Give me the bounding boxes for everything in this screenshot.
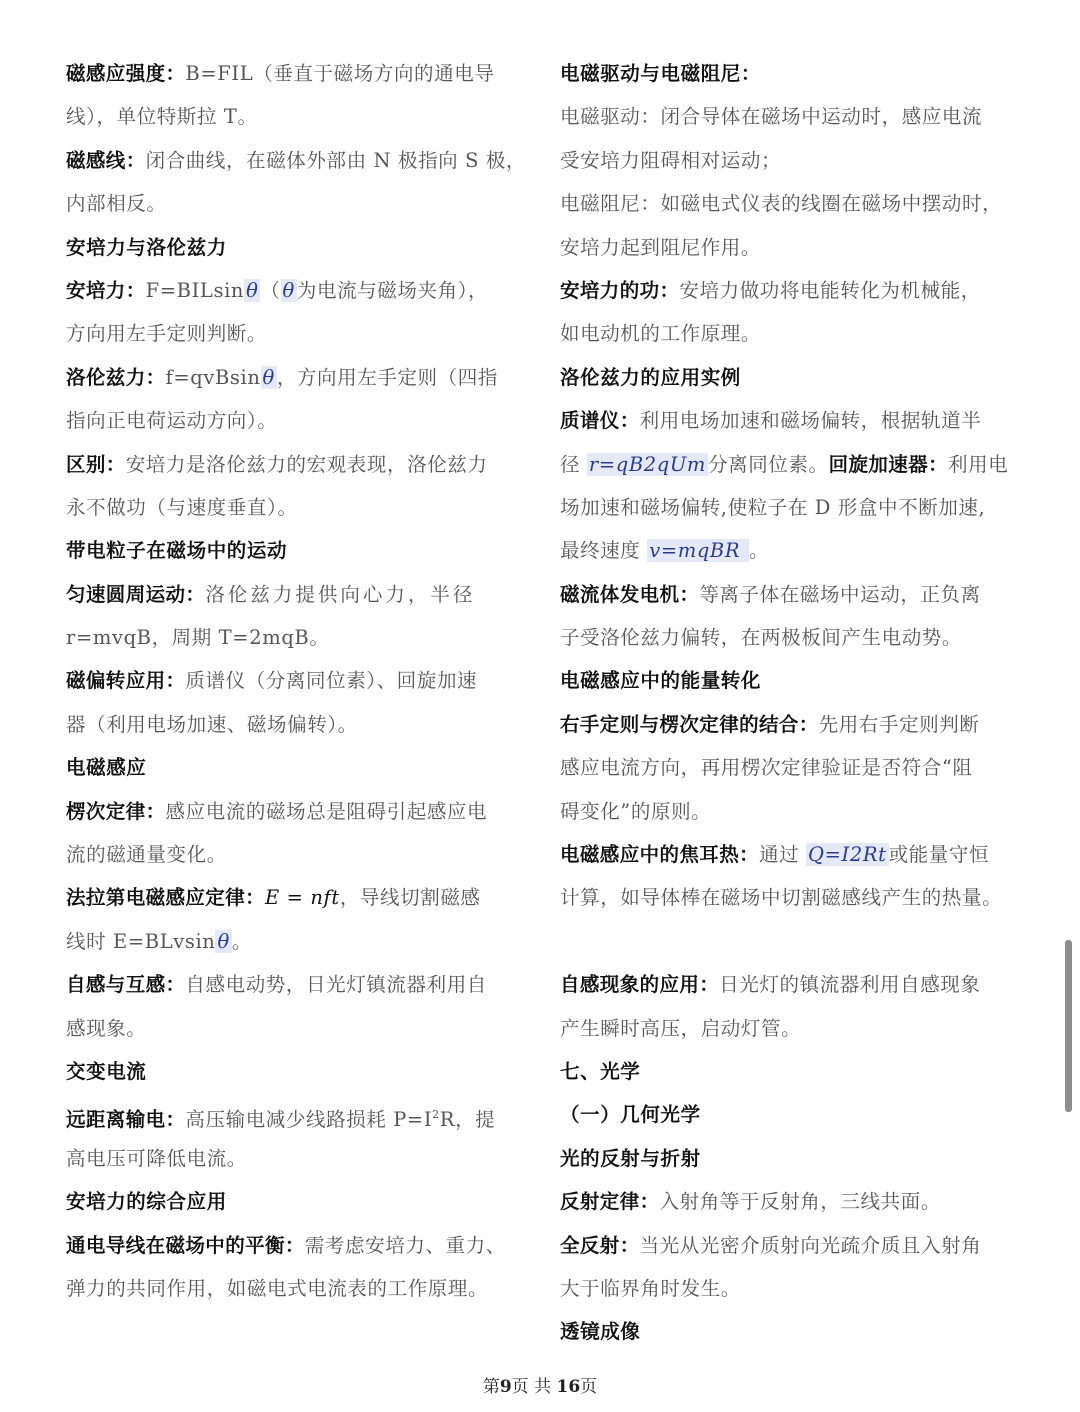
text: 电磁驱动：闭合导体在磁场中运动时，感应电流	[560, 105, 983, 129]
term-label: 洛伦兹力：	[66, 365, 166, 389]
footer-text: 页 共	[511, 1377, 557, 1397]
section-heading: 交变电流	[66, 1059, 147, 1083]
text-line	[560, 616, 1032, 659]
right-column	[560, 52, 1032, 1354]
text-line	[560, 182, 1032, 225]
term-label: 区别：	[66, 452, 126, 476]
text: 质谱仪（分离同位素）、回旋加速	[185, 669, 478, 693]
text-line	[66, 52, 526, 95]
text: 子受洛伦兹力偏转，在两极板间产生电动势。	[560, 626, 963, 650]
text-line	[66, 443, 526, 486]
term-label: 远距离输电：	[66, 1108, 186, 1132]
text-line	[560, 1267, 1032, 1310]
text: 等离子体在磁场中运动，正负离	[699, 582, 981, 606]
math-formula: Q=I2Rt	[808, 843, 887, 867]
text-line	[560, 746, 1032, 789]
text-line	[66, 833, 526, 876]
chapter-heading: 七、光学	[560, 1059, 641, 1083]
text-line	[560, 95, 1032, 138]
section-heading: 安培力与洛伦兹力	[66, 235, 227, 259]
text-line	[66, 1137, 526, 1180]
math-symbol: θ	[282, 278, 295, 302]
text: 分离同位素。	[708, 452, 829, 476]
text-line	[66, 139, 526, 182]
text-line	[560, 573, 1032, 616]
section-heading: 电磁感应	[66, 756, 147, 780]
text: 径	[560, 452, 587, 476]
text: 需考虑安培力、重力、	[304, 1233, 506, 1257]
math-formula: r=qB2qUm	[588, 452, 706, 476]
term-label: 质谱仪：	[560, 409, 640, 433]
term-label: 匀速圆周运动：	[66, 582, 206, 606]
section-heading: 带电粒子在磁场中的运动	[66, 539, 288, 563]
text: 闭合曲线，在磁体外部由 N 极指向 S 极，	[145, 148, 527, 172]
text-line	[66, 486, 526, 529]
section-heading: 电磁驱动与电磁阻尼：	[560, 62, 762, 85]
subsection-heading: 透镜成像	[560, 1320, 641, 1344]
page-total: 16	[556, 1377, 581, 1397]
term-label: 安培力：	[66, 278, 146, 302]
text: 安培力做功将电能转化为机械能，	[679, 278, 981, 302]
text: 入射角等于反射角，三线共面。	[659, 1190, 941, 1214]
text: 流的磁通量变化。	[66, 843, 227, 867]
text: 通过	[759, 843, 807, 867]
text: B=FIL（垂直于磁场方向的通电导	[185, 62, 495, 85]
text: 电磁阻尼：如磁电式仪表的线圈在磁场中摆动时，	[560, 192, 1003, 216]
text-line	[66, 95, 526, 138]
text-line	[66, 269, 526, 312]
text-line	[560, 790, 1032, 833]
text: 方向用左手定则判断。	[66, 322, 268, 346]
text-line	[66, 920, 526, 963]
text: F=BILsin	[145, 278, 245, 302]
term-label: 磁感线：	[66, 148, 146, 172]
text-line	[560, 833, 1032, 876]
superscript: 2	[432, 1108, 440, 1122]
text: 洛伦兹力提供向心力，半径	[205, 582, 476, 606]
text: R，提	[439, 1108, 496, 1132]
section-heading: 电磁感应中的能量转化	[560, 669, 762, 693]
section-heading: 安培力的综合应用	[66, 1190, 227, 1214]
text-line	[560, 226, 1032, 269]
text-line	[66, 356, 526, 399]
term-label: 全反射：	[560, 1233, 640, 1257]
text-line	[66, 616, 526, 659]
scrollbar[interactable]	[1065, 940, 1072, 1112]
text-line	[560, 529, 1032, 572]
term-label: 磁感应强度：	[66, 62, 186, 85]
text: 。	[231, 929, 252, 953]
text-line	[560, 1224, 1032, 1267]
text: 。	[748, 539, 770, 563]
text: f=qvBsin	[165, 365, 261, 389]
text-line	[560, 399, 1032, 442]
text-line	[66, 790, 526, 833]
term-label: 安培力的功：	[560, 278, 680, 302]
text-line	[66, 963, 526, 1006]
text: 产生瞬时高压，启动灯管。	[560, 1016, 802, 1040]
text-line	[560, 486, 1032, 529]
footer-text: 页	[580, 1377, 598, 1397]
page-footer	[0, 1372, 1080, 1397]
text: 指向正电荷运动方向）。	[66, 409, 278, 433]
term-label: 回旋加速器：	[828, 452, 949, 476]
text-line	[66, 1224, 526, 1267]
text-line	[560, 312, 1032, 355]
text-line	[560, 963, 1032, 1006]
text: 受安培力阻碍相对运动；	[560, 148, 782, 172]
text-line	[66, 1267, 526, 1310]
text-line	[560, 876, 1032, 919]
text: 安培力起到阻尼作用。	[560, 235, 762, 259]
text: 永不做功（与速度垂直）。	[66, 495, 298, 519]
text: 碍变化”的原则。	[560, 799, 712, 823]
term-label: 电磁感应中的焦耳热：	[560, 843, 760, 867]
text: ，导线切割磁感	[339, 886, 481, 910]
text: 自感电动势，日光灯镇流器利用自	[185, 973, 487, 997]
text: 线），单位特斯拉 T。	[66, 105, 258, 129]
text: ，方向用左手定则（四指	[276, 365, 498, 389]
text: 日光灯的镇流器利用自感现象	[719, 973, 981, 997]
text: 最终速度	[560, 539, 648, 563]
text-line	[66, 703, 526, 746]
term-label: 反射定律：	[560, 1190, 660, 1214]
text: 计算，如导体棒在磁场中切割磁感线产生的热量。	[560, 886, 1003, 910]
text-line	[560, 1180, 1032, 1223]
text: 内部相反。	[66, 192, 167, 216]
term-label: 楞次定律：	[66, 799, 166, 823]
term-label: 通电导线在磁场中的平衡：	[66, 1233, 305, 1257]
term-label: 自感现象的应用：	[560, 973, 720, 997]
blank-line	[560, 920, 1032, 963]
text: 弹力的共同作用，如磁电式电流表的工作原理。	[66, 1276, 489, 1300]
text: 大于临界角时发生。	[560, 1276, 741, 1300]
text-line	[560, 1007, 1032, 1050]
text: 器（利用电场加速、磁场偏转）。	[66, 712, 358, 736]
math-symbol: θ	[262, 365, 275, 389]
term-label: 法拉第电磁感应定律：	[66, 886, 266, 910]
footer-text: 第	[482, 1377, 500, 1397]
text-line	[66, 312, 526, 355]
text-line	[66, 399, 526, 442]
page-number: 9	[499, 1377, 512, 1397]
text: 先用右手定则判断	[818, 712, 980, 736]
text-line	[66, 659, 526, 702]
subsection-heading: 光的反射与折射	[560, 1146, 701, 1170]
left-column	[66, 52, 526, 1310]
text-line	[66, 1093, 526, 1136]
term-label: 自感与互感：	[66, 973, 186, 997]
text: 为电流与磁场夹角），	[296, 278, 489, 302]
text-line	[66, 876, 526, 919]
term-label: 磁偏转应用：	[66, 669, 186, 693]
text-line	[560, 139, 1032, 182]
section-heading: 洛伦兹力的应用实例	[560, 365, 741, 389]
text: 感应电流的磁场总是阻碍引起感应电	[165, 799, 488, 823]
section-heading: （一）几何光学	[560, 1103, 701, 1127]
text: 高压输电减少线路损耗 P=I	[185, 1108, 433, 1132]
math-formula: E = nft	[265, 886, 340, 910]
text: 线时 E=BLvsin	[66, 929, 216, 953]
text: 当光从光密介质射向光疏介质且入射角	[639, 1233, 982, 1257]
text-line	[560, 269, 1032, 312]
text: 场加速和磁场偏转,使粒子在 D 形盒中不断加速,	[560, 495, 986, 519]
text-line	[560, 443, 1032, 486]
text: （	[260, 278, 281, 302]
text: 感现象。	[66, 1016, 147, 1040]
text: 或能量守恒	[888, 843, 990, 867]
text-line	[66, 573, 526, 616]
text: 如电动机的工作原理。	[560, 322, 762, 346]
text-line	[66, 182, 526, 225]
text: r=mvqB，周期 T=2mqB。	[66, 626, 330, 650]
math-formula: v=mqBR	[649, 539, 747, 563]
text-line	[560, 703, 1032, 746]
text: 感应电流方向，再用楞次定律验证是否符合“阻	[560, 756, 973, 780]
text: 安培力是洛伦兹力的宏观表现，洛伦兹力	[125, 452, 488, 476]
term-label: 磁流体发电机：	[560, 582, 700, 606]
math-symbol: θ	[246, 278, 259, 302]
term-label: 右手定则与楞次定律的结合：	[560, 712, 819, 736]
text: 利用电场加速和磁场偏转，根据轨道半	[639, 409, 982, 433]
text-line	[66, 1007, 526, 1050]
text: 高电压可降低电流。	[66, 1146, 247, 1170]
math-symbol: θ	[217, 929, 230, 953]
text: 利用电	[948, 452, 1009, 476]
